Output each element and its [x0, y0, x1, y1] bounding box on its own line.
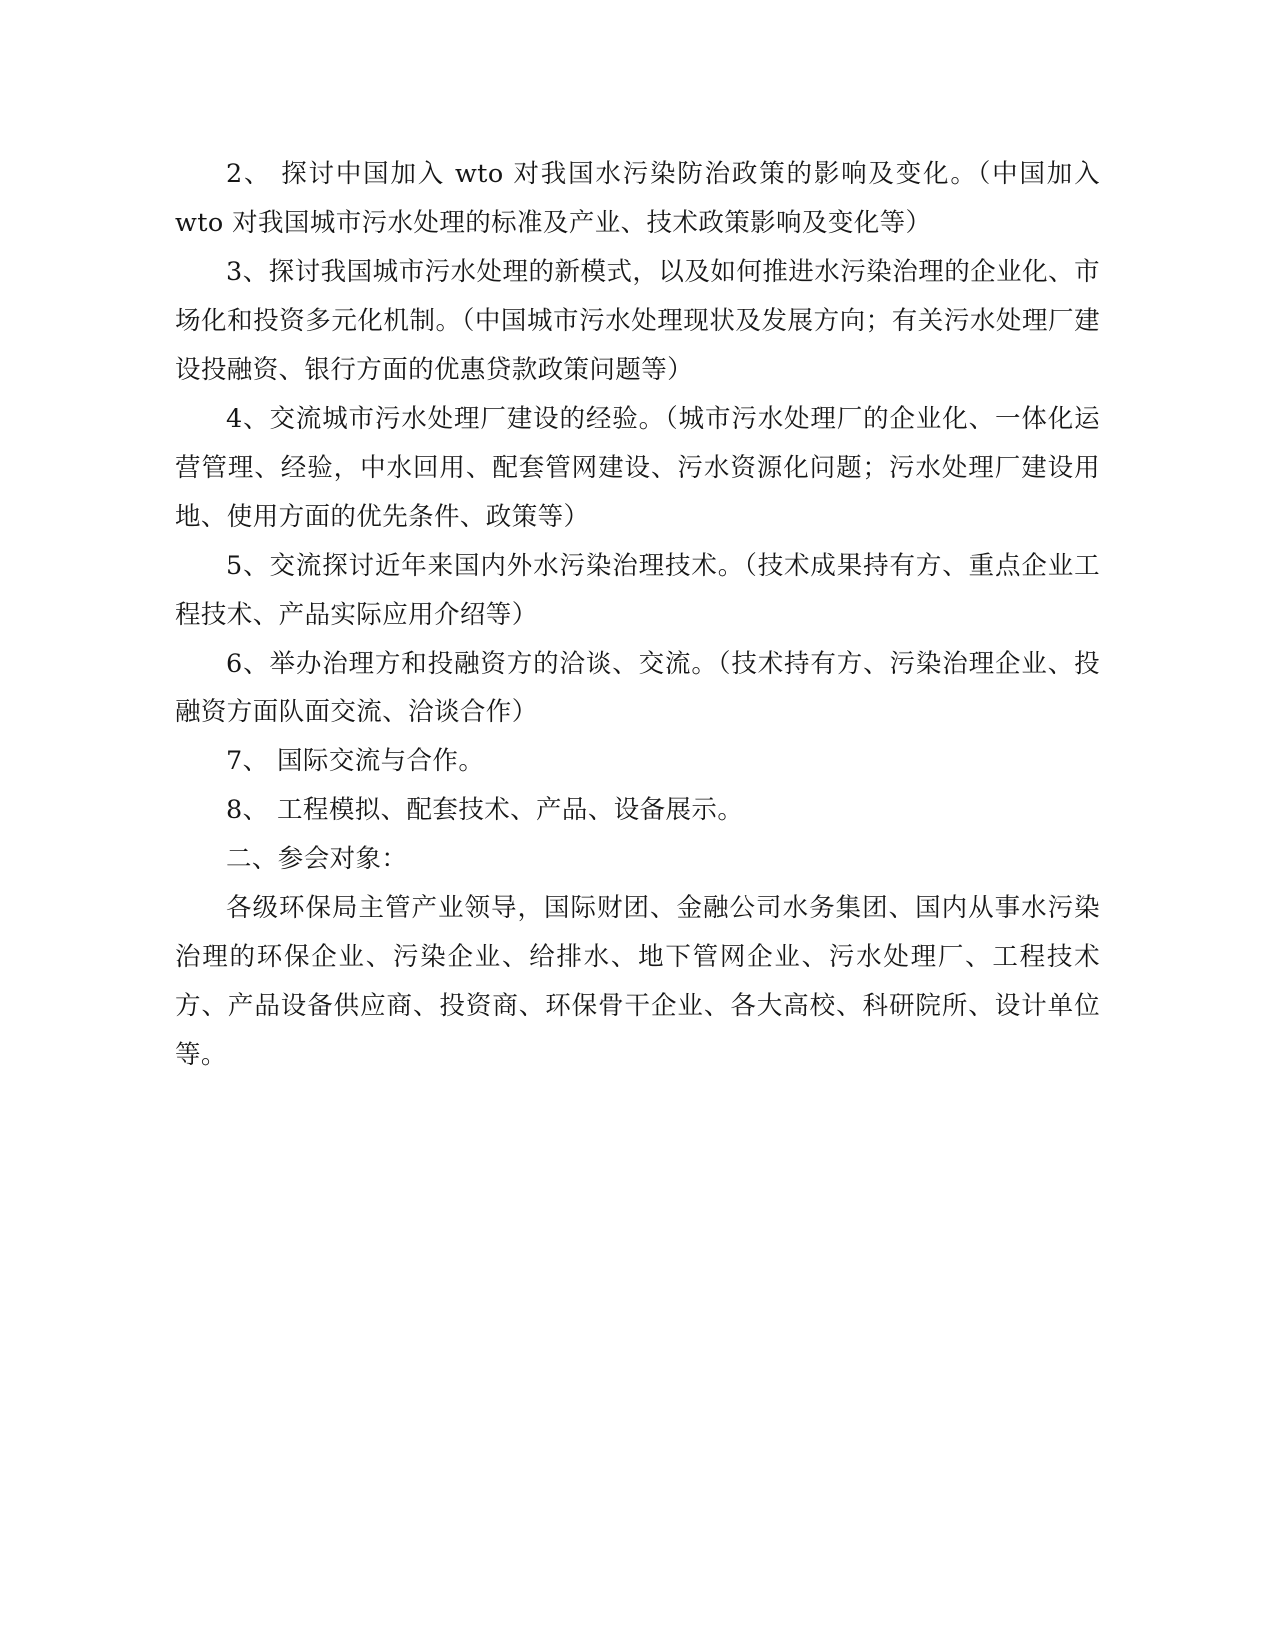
section-heading-participants: 二、参会对象：	[226, 844, 408, 875]
paragraph-item-5: 5、交流探讨近年来国内外水污染治理技术。（技术成果持有方、重点企业工程技术、产品实际应用介绍等）	[175, 550, 1100, 630]
paragraph-item-3: 3、探讨我国城市污水处理的新模式，以及如何推进水污染治理的企业化、市场化和投资多元化机制。（中国城市污水处理现状及发展方向；有关污水处理厂建设投融资、银行方面的优惠贷款政策问题等）	[175, 256, 1100, 385]
paragraph-participants-body: 各级环保局主管产业领导，国际财团、金融公司水务集团、国内从事水污染治理的环保企业、污染企业、给排水、地下管网企业、污水处理厂、工程技术方、产品设备供应商、投资商、环保骨干企业、各大高校、科研院所、设计单位等。	[175, 893, 1100, 1071]
paragraph-item-2: 2、 探讨中国加入 wto 对我国水污染防治政策的影响及变化。（中国加入 wto 对我国城市污水处理的标准及产业、技术政策影响及变化等）	[175, 159, 1100, 238]
document-body	[175, 150, 1100, 1080]
paragraph-item-6: 6、举办治理方和投融资方的洽谈、交流。（技术持有方、污染治理企业、投融资方面队面交流、洽谈合作）	[175, 648, 1100, 728]
paragraph-item-8: 8、 工程模拟、配套技术、产品、设备展示。	[226, 795, 744, 826]
paragraph-item-4: 4、交流城市污水处理厂建设的经验。（城市污水处理厂的企业化、一体化运营管理、经验，中水回用、配套管网建设、污水资源化问题；污水处理厂建设用地、使用方面的优先条件、政策等）	[175, 403, 1100, 532]
paragraph-item-7: 7、 国际交流与合作。	[226, 746, 485, 777]
